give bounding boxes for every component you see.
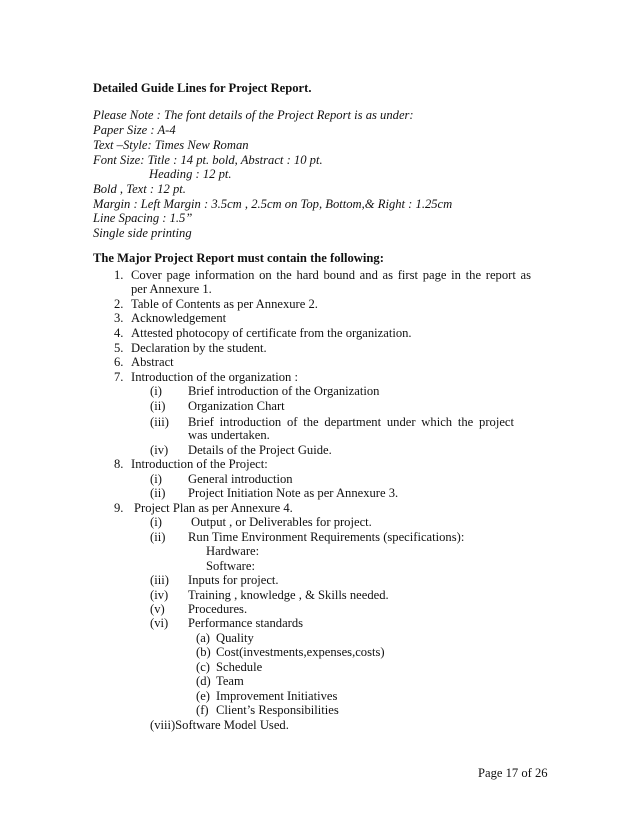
perf-item-letter: (d) [196,674,211,688]
list-item-number: 5. [114,341,124,355]
list-item: Abstract [131,355,174,369]
sub-item: Output , or Deliverables for project. [191,515,372,529]
runtime-sub-item: Software: [206,559,255,573]
perf-item-letter: (c) [196,660,210,674]
sub-item-number: (iii) [150,573,169,587]
sub-item: General introduction [188,472,293,486]
sub-item-number: (iii) [150,415,169,429]
sub-item: Organization Chart [188,399,285,413]
sub-item: Details of the Project Guide. [188,443,332,457]
perf-item: Quality [216,631,254,645]
page-title: Detailed Guide Lines for Project Report. [93,81,312,95]
font-note-line: Paper Size : A-4 [93,123,176,137]
perf-item-letter: (b) [196,645,211,659]
list-item: Acknowledgement [131,311,227,325]
perf-item-letter: (f) [196,703,209,717]
sub-item: (viii)Software Model Used. [150,718,289,732]
sub-item-number: (iv) [150,588,169,602]
sub-item: Brief introduction of the Organization [188,384,380,398]
font-note-line: Heading : 12 pt. [149,167,232,181]
list-item-number: 2. [114,297,124,311]
font-note-line: Please Note : The font details of the Project Report is as under: [93,108,414,122]
font-note-line: Line Spacing : 1.5” [93,211,193,225]
sub-item: Run Time Environment Requirements (specifications): [188,530,465,544]
sub-item: Procedures. [188,602,248,616]
sub-item-number: (iv) [150,443,169,457]
perf-item: Cost(investments,expenses,costs) [216,645,385,659]
list-item-number: 4. [114,326,124,340]
sub-item-number: (i) [150,472,162,486]
list-item-number: 3. [114,311,124,325]
list-item: Project Plan as per Annexure 4. [134,501,293,515]
sub-item-number: (ii) [150,486,166,500]
list-item: Introduction of the organization : [131,370,298,384]
sub-item-number: (ii) [150,530,166,544]
font-note-line: Bold , Text : 12 pt. [93,182,186,196]
list-item-number: 1. [114,268,124,282]
sub-item: Inputs for project. [188,573,279,587]
sub-item: Brief introduction of the department under which the project [188,415,514,429]
perf-item: Schedule [216,660,263,674]
runtime-sub-item: Hardware: [206,544,260,558]
sub-item-continuation: was undertaken. [188,428,270,442]
sub-item-number: (v) [150,602,165,616]
sub-item: Project Initiation Note as per Annexure 3. [188,486,399,500]
list-item-number: 7. [114,370,124,384]
list-item-number: 8. [114,457,124,471]
perf-item: Client’s Responsibilities [216,703,339,717]
list-item: Attested photocopy of certificate from the organization. [131,326,412,340]
list-item: Introduction of the Project: [131,457,268,471]
sub-item-number: (ii) [150,399,166,413]
perf-item: Team [216,674,244,688]
page-number: Page 17 of 26 [478,766,548,780]
sub-item-number: (i) [150,515,162,529]
list-item-number: 9. [114,501,124,515]
list-item: Cover page information on the hard bound and as first page in the report as [131,268,531,282]
list-item-continuation: per Annexure 1. [131,282,212,296]
perf-item-letter: (e) [196,689,210,703]
perf-item: Improvement Initiatives [216,689,338,703]
list-item: Table of Contents as per Annexure 2. [131,297,318,311]
sub-item-number: (i) [150,384,162,398]
font-note-line: Margin : Left Margin : 3.5cm , 2.5cm on Top, Bottom,& Right : 1.25cm [93,197,453,211]
sub-item: Training , knowledge , & Skills needed. [188,588,389,602]
list-item: Declaration by the student. [131,341,267,355]
perf-item-letter: (a) [196,631,210,645]
sub-item-number: (vi) [150,616,169,630]
sub-item: Performance standards [188,616,304,630]
font-note-line: Font Size: Title : 14 pt. bold, Abstract : 10 pt. [93,153,323,167]
section-heading: The Major Project Report must contain the following: [93,251,384,265]
font-note-line: Text –Style: Times New Roman [93,138,249,152]
font-note-line: Single side printing [93,226,192,240]
list-item-number: 6. [114,355,124,369]
